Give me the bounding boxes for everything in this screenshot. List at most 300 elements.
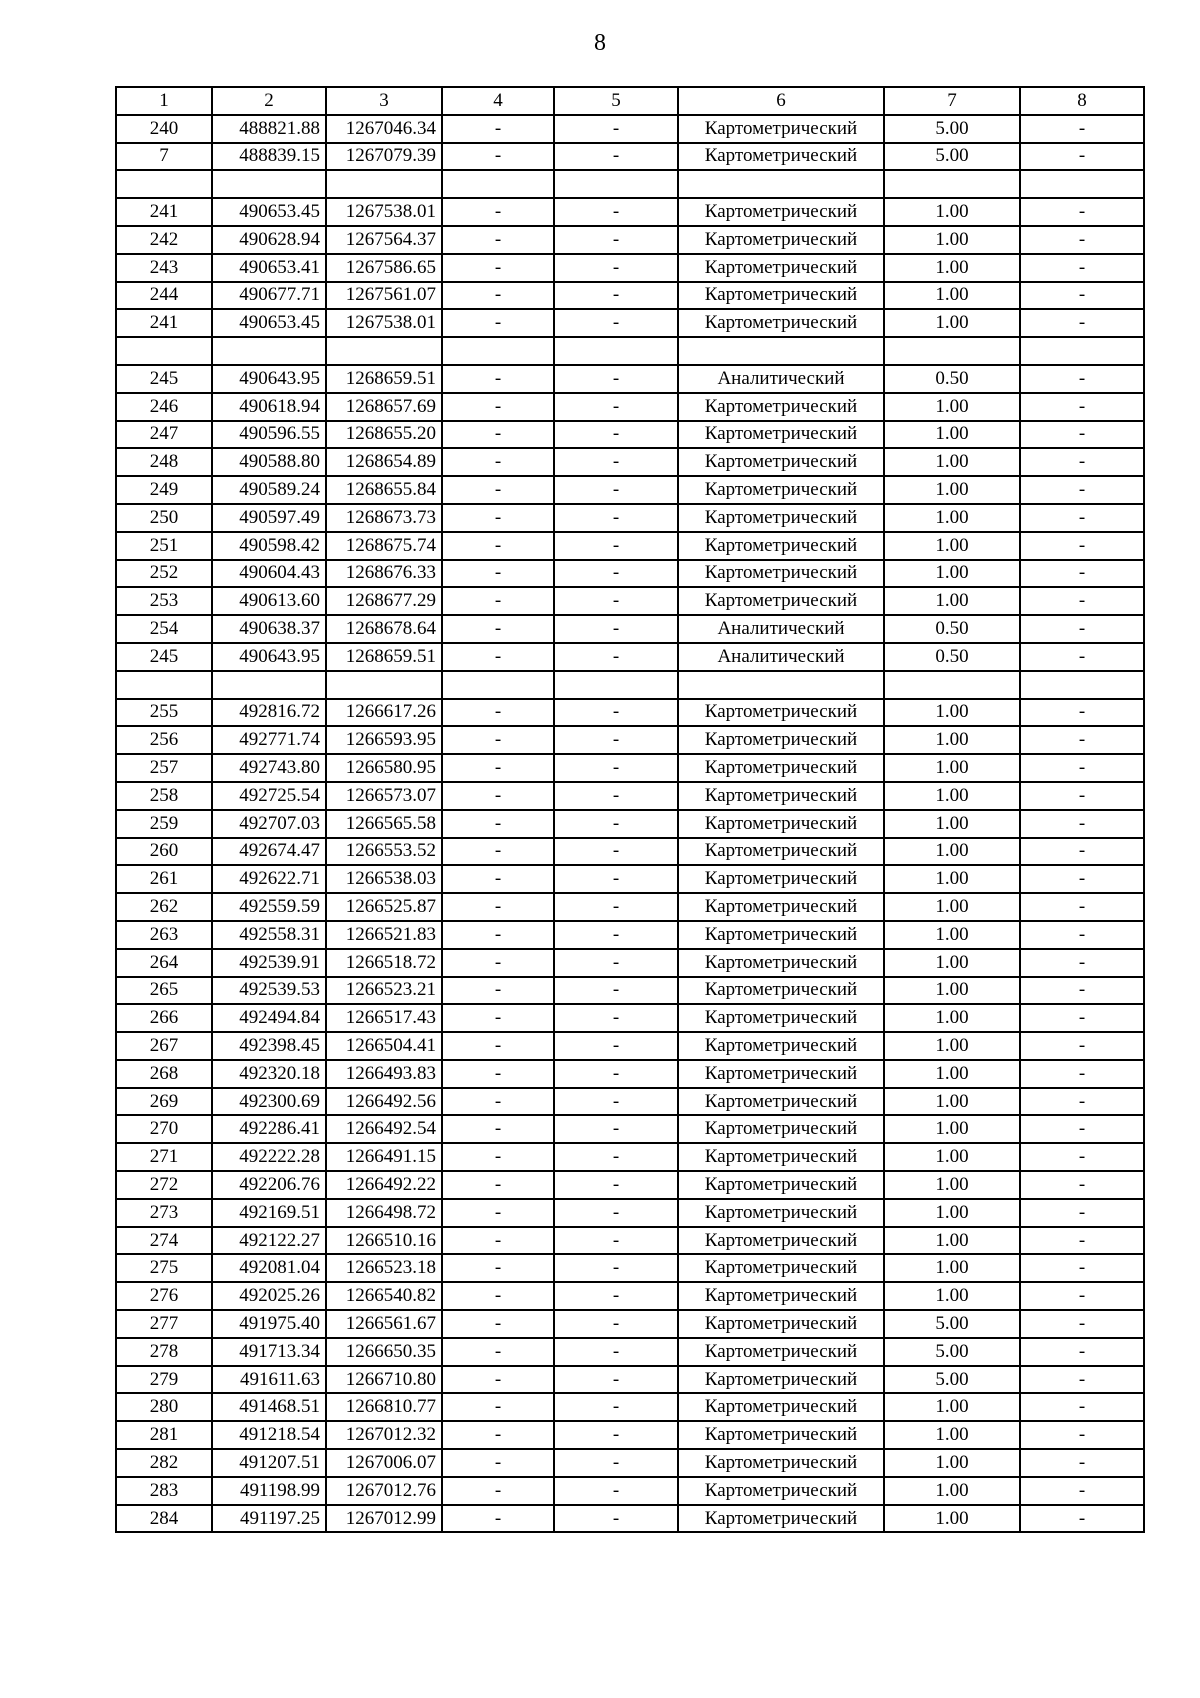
table-cell: 5.00 bbox=[884, 1366, 1020, 1394]
table-cell: - bbox=[442, 421, 554, 449]
table-cell: - bbox=[554, 615, 678, 643]
table-cell: 264 bbox=[116, 949, 212, 977]
table-cell bbox=[678, 337, 884, 365]
table-row bbox=[116, 421, 1144, 449]
table-cell: - bbox=[1020, 1254, 1144, 1282]
table-cell: Картометрический bbox=[678, 865, 884, 893]
table-cell: 0.50 bbox=[884, 615, 1020, 643]
table-cell: - bbox=[554, 977, 678, 1005]
table-cell: - bbox=[442, 448, 554, 476]
table-cell: Картометрический bbox=[678, 504, 884, 532]
table-cell: Аналитический bbox=[678, 365, 884, 393]
table-cell: 271 bbox=[116, 1143, 212, 1171]
column-header: 4 bbox=[442, 87, 554, 115]
table-cell: - bbox=[442, 643, 554, 671]
table-cell: 258 bbox=[116, 782, 212, 810]
table-cell: 491197.25 bbox=[212, 1505, 326, 1533]
table-cell: - bbox=[1020, 810, 1144, 838]
table-cell: - bbox=[1020, 1060, 1144, 1088]
table-row bbox=[116, 1199, 1144, 1227]
table-cell: 1.00 bbox=[884, 1171, 1020, 1199]
table-cell: 490589.24 bbox=[212, 476, 326, 504]
table-cell: 5.00 bbox=[884, 115, 1020, 143]
table-cell: - bbox=[554, 1004, 678, 1032]
table-cell: 266 bbox=[116, 1004, 212, 1032]
table-cell: 1266523.21 bbox=[326, 977, 442, 1005]
table-cell: 275 bbox=[116, 1254, 212, 1282]
table-cell: - bbox=[442, 1115, 554, 1143]
table-cell: - bbox=[554, 226, 678, 254]
table-cell: Аналитический bbox=[678, 643, 884, 671]
table-row bbox=[116, 282, 1144, 310]
table-row bbox=[116, 587, 1144, 615]
table-cell: 492320.18 bbox=[212, 1060, 326, 1088]
table-cell: 1268675.74 bbox=[326, 532, 442, 560]
table-cell: 492539.91 bbox=[212, 949, 326, 977]
table-row bbox=[116, 115, 1144, 143]
table-row bbox=[116, 1004, 1144, 1032]
table-cell: - bbox=[442, 865, 554, 893]
table-cell: Картометрический bbox=[678, 115, 884, 143]
table-cell: 255 bbox=[116, 699, 212, 727]
table-cell: 490588.80 bbox=[212, 448, 326, 476]
table-cell: 1266523.18 bbox=[326, 1254, 442, 1282]
table-cell: 1266540.82 bbox=[326, 1282, 442, 1310]
table-cell: - bbox=[554, 476, 678, 504]
table-cell: Картометрический bbox=[678, 1254, 884, 1282]
table-cell: - bbox=[554, 810, 678, 838]
table-cell: - bbox=[1020, 1143, 1144, 1171]
table-cell: - bbox=[554, 893, 678, 921]
table-cell: - bbox=[554, 504, 678, 532]
table-cell: 283 bbox=[116, 1477, 212, 1505]
table-cell: 492398.45 bbox=[212, 1032, 326, 1060]
table-cell: - bbox=[1020, 560, 1144, 588]
table-cell: 1.00 bbox=[884, 254, 1020, 282]
table-cell: 1.00 bbox=[884, 1227, 1020, 1255]
table-cell: 1.00 bbox=[884, 1060, 1020, 1088]
table-cell: 1268657.69 bbox=[326, 393, 442, 421]
table-cell: - bbox=[554, 198, 678, 226]
table-cell: 1266710.80 bbox=[326, 1366, 442, 1394]
table-cell: - bbox=[1020, 1088, 1144, 1116]
table-cell: - bbox=[554, 1310, 678, 1338]
table-cell: Картометрический bbox=[678, 1366, 884, 1394]
table-cell: 1.00 bbox=[884, 1393, 1020, 1421]
column-header: 5 bbox=[554, 87, 678, 115]
table-cell: 1.00 bbox=[884, 865, 1020, 893]
table-cell: 1.00 bbox=[884, 1505, 1020, 1533]
table-cell: 1.00 bbox=[884, 587, 1020, 615]
table-row bbox=[116, 615, 1144, 643]
table-cell: 1267012.76 bbox=[326, 1477, 442, 1505]
table-cell: 1266492.22 bbox=[326, 1171, 442, 1199]
table-cell: 1268659.51 bbox=[326, 365, 442, 393]
table-cell bbox=[554, 170, 678, 198]
table-cell bbox=[116, 671, 212, 699]
table-cell: 272 bbox=[116, 1171, 212, 1199]
table-cell: Картометрический bbox=[678, 1171, 884, 1199]
table-cell: Картометрический bbox=[678, 1393, 884, 1421]
table-cell: 259 bbox=[116, 810, 212, 838]
table-cell: 492725.54 bbox=[212, 782, 326, 810]
table-cell: Картометрический bbox=[678, 1282, 884, 1310]
table-cell: Картометрический bbox=[678, 782, 884, 810]
table-cell: - bbox=[1020, 532, 1144, 560]
table-cell bbox=[212, 671, 326, 699]
table-cell: 492674.47 bbox=[212, 838, 326, 866]
table-cell: 491207.51 bbox=[212, 1449, 326, 1477]
table-cell: - bbox=[554, 1282, 678, 1310]
table-cell: 1.00 bbox=[884, 1088, 1020, 1116]
table-row bbox=[116, 1505, 1144, 1533]
table-cell: 1267561.07 bbox=[326, 282, 442, 310]
table-cell: - bbox=[442, 615, 554, 643]
table-cell: 1267564.37 bbox=[326, 226, 442, 254]
table-cell: 5.00 bbox=[884, 1338, 1020, 1366]
table-cell: - bbox=[554, 1477, 678, 1505]
table-cell: - bbox=[442, 921, 554, 949]
table-cell: - bbox=[554, 587, 678, 615]
table-cell: 492300.69 bbox=[212, 1088, 326, 1116]
table-cell: - bbox=[554, 1254, 678, 1282]
table-cell: 267 bbox=[116, 1032, 212, 1060]
table-cell: 491218.54 bbox=[212, 1421, 326, 1449]
table-row bbox=[116, 143, 1144, 171]
table-cell: Картометрический bbox=[678, 448, 884, 476]
table-cell: - bbox=[1020, 1393, 1144, 1421]
table-row bbox=[116, 1032, 1144, 1060]
table-cell: - bbox=[442, 1199, 554, 1227]
table-cell: - bbox=[554, 1338, 678, 1366]
table-cell bbox=[678, 671, 884, 699]
table-cell: - bbox=[554, 726, 678, 754]
table-cell: 492558.31 bbox=[212, 921, 326, 949]
table-cell: 1.00 bbox=[884, 1421, 1020, 1449]
table-cell: - bbox=[554, 282, 678, 310]
table-cell: - bbox=[1020, 309, 1144, 337]
table-cell: - bbox=[554, 365, 678, 393]
table-cell: - bbox=[442, 1060, 554, 1088]
table-cell: 263 bbox=[116, 921, 212, 949]
table-cell: 1.00 bbox=[884, 421, 1020, 449]
table-cell: Картометрический bbox=[678, 143, 884, 171]
table-cell: 1.00 bbox=[884, 504, 1020, 532]
table-cell: 1.00 bbox=[884, 977, 1020, 1005]
column-header: 7 bbox=[884, 87, 1020, 115]
table-cell: Картометрический bbox=[678, 587, 884, 615]
table-cell: - bbox=[442, 143, 554, 171]
table-cell: - bbox=[442, 1449, 554, 1477]
table-cell: 1266593.95 bbox=[326, 726, 442, 754]
table-cell: 490596.55 bbox=[212, 421, 326, 449]
table-cell: 270 bbox=[116, 1115, 212, 1143]
table-cell: - bbox=[442, 977, 554, 1005]
table-cell: 1267006.07 bbox=[326, 1449, 442, 1477]
table-cell: - bbox=[554, 532, 678, 560]
table-cell: 240 bbox=[116, 115, 212, 143]
table-cell: 492122.27 bbox=[212, 1227, 326, 1255]
table-row bbox=[116, 865, 1144, 893]
table-cell: 1266565.58 bbox=[326, 810, 442, 838]
table-cell: - bbox=[1020, 198, 1144, 226]
table-cell: 252 bbox=[116, 560, 212, 588]
table-cell: 1.00 bbox=[884, 810, 1020, 838]
table-row bbox=[116, 532, 1144, 560]
table-cell: 278 bbox=[116, 1338, 212, 1366]
table-cell: 492222.28 bbox=[212, 1143, 326, 1171]
table-cell: Картометрический bbox=[678, 921, 884, 949]
table-cell: 1.00 bbox=[884, 393, 1020, 421]
table-cell: 1266498.72 bbox=[326, 1199, 442, 1227]
table-cell: 492494.84 bbox=[212, 1004, 326, 1032]
table-cell: - bbox=[1020, 754, 1144, 782]
table-cell: 1.00 bbox=[884, 782, 1020, 810]
table-cell: - bbox=[554, 1366, 678, 1394]
table-cell: 281 bbox=[116, 1421, 212, 1449]
table-cell: - bbox=[442, 560, 554, 588]
table-cell: 245 bbox=[116, 365, 212, 393]
table-row bbox=[116, 1254, 1144, 1282]
table-cell: 1266517.43 bbox=[326, 1004, 442, 1032]
table-cell: - bbox=[554, 1143, 678, 1171]
table-row bbox=[116, 476, 1144, 504]
table-cell: 1266518.72 bbox=[326, 949, 442, 977]
table-cell: - bbox=[1020, 282, 1144, 310]
table-cell: 249 bbox=[116, 476, 212, 504]
table-cell: 1268655.84 bbox=[326, 476, 442, 504]
table-cell: - bbox=[442, 198, 554, 226]
table-cell: - bbox=[442, 1088, 554, 1116]
table-cell bbox=[678, 170, 884, 198]
table-cell: - bbox=[442, 226, 554, 254]
table-cell: - bbox=[554, 448, 678, 476]
table-cell: - bbox=[1020, 1282, 1144, 1310]
table-cell: - bbox=[554, 643, 678, 671]
table-cell: - bbox=[442, 1032, 554, 1060]
table-cell: 492081.04 bbox=[212, 1254, 326, 1282]
table-cell bbox=[212, 170, 326, 198]
table-cell: 273 bbox=[116, 1199, 212, 1227]
table-cell: - bbox=[554, 782, 678, 810]
table-cell: 1266650.35 bbox=[326, 1338, 442, 1366]
table-cell: Картометрический bbox=[678, 1004, 884, 1032]
table-cell bbox=[442, 337, 554, 365]
table-cell: 0.50 bbox=[884, 643, 1020, 671]
table-row bbox=[116, 1143, 1144, 1171]
table-cell bbox=[554, 671, 678, 699]
table-cell: Картометрический bbox=[678, 754, 884, 782]
table-cell bbox=[212, 337, 326, 365]
table-cell: - bbox=[554, 921, 678, 949]
table-row bbox=[116, 838, 1144, 866]
table-cell bbox=[884, 170, 1020, 198]
table-cell: 490597.49 bbox=[212, 504, 326, 532]
table-row bbox=[116, 1393, 1144, 1421]
table-cell: - bbox=[1020, 1477, 1144, 1505]
table-cell: 490604.43 bbox=[212, 560, 326, 588]
table-cell: Картометрический bbox=[678, 1060, 884, 1088]
table-cell bbox=[442, 170, 554, 198]
table-cell: - bbox=[442, 115, 554, 143]
table-row bbox=[116, 1449, 1144, 1477]
table-cell: 1.00 bbox=[884, 532, 1020, 560]
table-cell: - bbox=[554, 560, 678, 588]
table-cell: 1266553.52 bbox=[326, 838, 442, 866]
table-cell: Картометрический bbox=[678, 476, 884, 504]
table-header-row bbox=[116, 87, 1144, 115]
table-cell bbox=[326, 170, 442, 198]
column-header: 6 bbox=[678, 87, 884, 115]
table-cell: - bbox=[1020, 893, 1144, 921]
table-cell: - bbox=[442, 1254, 554, 1282]
table-cell bbox=[1020, 671, 1144, 699]
table-cell: 280 bbox=[116, 1393, 212, 1421]
table-cell: - bbox=[442, 699, 554, 727]
table-cell: 1.00 bbox=[884, 726, 1020, 754]
table-cell: 248 bbox=[116, 448, 212, 476]
table-cell: - bbox=[554, 421, 678, 449]
table-cell: 5.00 bbox=[884, 1310, 1020, 1338]
table-cell: - bbox=[1020, 1199, 1144, 1227]
table-row bbox=[116, 560, 1144, 588]
table-cell: - bbox=[1020, 615, 1144, 643]
table-row bbox=[116, 921, 1144, 949]
table-cell: Картометрический bbox=[678, 1115, 884, 1143]
column-header: 2 bbox=[212, 87, 326, 115]
table-cell: - bbox=[1020, 448, 1144, 476]
table-cell: - bbox=[554, 254, 678, 282]
coordinates-table bbox=[115, 86, 1145, 1533]
table-cell: - bbox=[442, 810, 554, 838]
table-row bbox=[116, 198, 1144, 226]
table-cell: Картометрический bbox=[678, 1088, 884, 1116]
table-cell: 491198.99 bbox=[212, 1477, 326, 1505]
table-cell: 490598.42 bbox=[212, 532, 326, 560]
table-cell: 1.00 bbox=[884, 1199, 1020, 1227]
table-row bbox=[116, 1115, 1144, 1143]
table-row bbox=[116, 1310, 1144, 1338]
table-cell bbox=[326, 671, 442, 699]
table-cell: - bbox=[442, 532, 554, 560]
table-cell: 490613.60 bbox=[212, 587, 326, 615]
column-header: 1 bbox=[116, 87, 212, 115]
table-cell: 1268676.33 bbox=[326, 560, 442, 588]
table-cell: Картометрический bbox=[678, 1032, 884, 1060]
table-cell: 1266573.07 bbox=[326, 782, 442, 810]
table-cell: Аналитический bbox=[678, 615, 884, 643]
table-cell: - bbox=[442, 393, 554, 421]
table-cell: - bbox=[1020, 1227, 1144, 1255]
table-cell: 274 bbox=[116, 1227, 212, 1255]
table-cell: 1266617.26 bbox=[326, 699, 442, 727]
table-body bbox=[116, 87, 1144, 1532]
table-cell: 488839.15 bbox=[212, 143, 326, 171]
table-cell: Картометрический bbox=[678, 977, 884, 1005]
table-cell: 7 bbox=[116, 143, 212, 171]
table-cell: 1.00 bbox=[884, 1449, 1020, 1477]
table-cell: - bbox=[1020, 115, 1144, 143]
table-cell: Картометрический bbox=[678, 421, 884, 449]
table-row bbox=[116, 1421, 1144, 1449]
column-header: 3 bbox=[326, 87, 442, 115]
table-cell: - bbox=[442, 309, 554, 337]
table-cell: - bbox=[442, 782, 554, 810]
table-cell: - bbox=[1020, 782, 1144, 810]
table-row bbox=[116, 365, 1144, 393]
page-number: 8 bbox=[594, 30, 606, 56]
table-cell: Картометрический bbox=[678, 726, 884, 754]
table-cell: Картометрический bbox=[678, 1199, 884, 1227]
table-row bbox=[116, 699, 1144, 727]
table-cell: - bbox=[554, 865, 678, 893]
table-cell: Картометрический bbox=[678, 393, 884, 421]
table-row bbox=[116, 782, 1144, 810]
table-cell: - bbox=[554, 838, 678, 866]
table-cell: Картометрический bbox=[678, 1421, 884, 1449]
table-cell: Картометрический bbox=[678, 1143, 884, 1171]
table-cell: 1.00 bbox=[884, 448, 1020, 476]
table-cell: - bbox=[1020, 1338, 1144, 1366]
table-cell: - bbox=[554, 1505, 678, 1533]
table-cell: 1267586.65 bbox=[326, 254, 442, 282]
table-cell: - bbox=[442, 726, 554, 754]
table-cell: - bbox=[554, 1393, 678, 1421]
table-cell: 1.00 bbox=[884, 1254, 1020, 1282]
table-cell: Картометрический bbox=[678, 1227, 884, 1255]
table-cell: 1268659.51 bbox=[326, 643, 442, 671]
table-cell: - bbox=[554, 1060, 678, 1088]
table-cell: 262 bbox=[116, 893, 212, 921]
table-cell: 492286.41 bbox=[212, 1115, 326, 1143]
table-cell: - bbox=[554, 143, 678, 171]
table-cell: 490618.94 bbox=[212, 393, 326, 421]
table-cell: 1266493.83 bbox=[326, 1060, 442, 1088]
table-cell: - bbox=[1020, 393, 1144, 421]
table-cell: 491611.63 bbox=[212, 1366, 326, 1394]
table-cell: - bbox=[1020, 1366, 1144, 1394]
table-cell: 1.00 bbox=[884, 198, 1020, 226]
table-row bbox=[116, 448, 1144, 476]
table-cell: 1.00 bbox=[884, 560, 1020, 588]
table-cell: - bbox=[442, 1338, 554, 1366]
table-cell: - bbox=[554, 754, 678, 782]
table-cell: - bbox=[1020, 226, 1144, 254]
table-cell: - bbox=[442, 1393, 554, 1421]
table-cell bbox=[116, 337, 212, 365]
table-cell: - bbox=[1020, 587, 1144, 615]
table-cell: 1.00 bbox=[884, 1115, 1020, 1143]
table-cell: - bbox=[442, 1477, 554, 1505]
table-cell: 254 bbox=[116, 615, 212, 643]
table-cell: - bbox=[442, 754, 554, 782]
table-cell bbox=[884, 671, 1020, 699]
table-cell: 0.50 bbox=[884, 365, 1020, 393]
table-cell: 1267079.39 bbox=[326, 143, 442, 171]
table-cell: 1.00 bbox=[884, 309, 1020, 337]
table-cell: 1266561.67 bbox=[326, 1310, 442, 1338]
table-cell: 269 bbox=[116, 1088, 212, 1116]
table-cell: 241 bbox=[116, 198, 212, 226]
table-row bbox=[116, 1227, 1144, 1255]
table-cell: Картометрический bbox=[678, 198, 884, 226]
table-cell: Картометрический bbox=[678, 254, 884, 282]
table-cell: 491468.51 bbox=[212, 1393, 326, 1421]
table-cell bbox=[1020, 170, 1144, 198]
table-cell: - bbox=[442, 1171, 554, 1199]
table-cell: Картометрический bbox=[678, 949, 884, 977]
table-row bbox=[116, 754, 1144, 782]
